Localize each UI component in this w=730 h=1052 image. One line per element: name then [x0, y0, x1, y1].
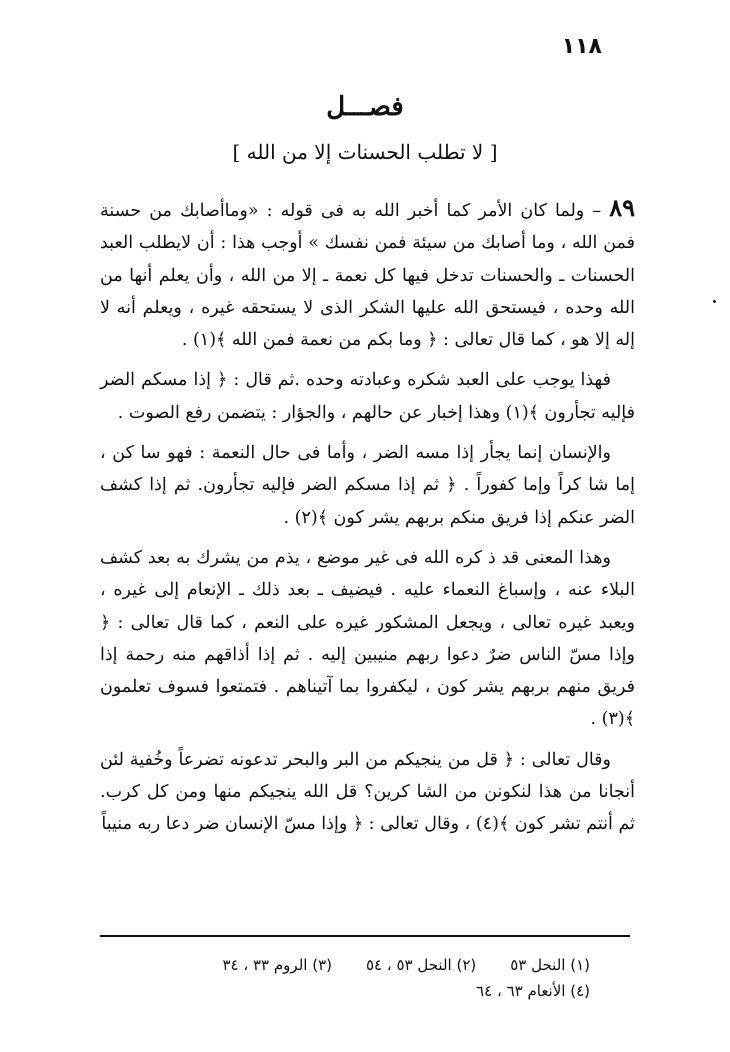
paragraph [100, 542, 635, 736]
footnote: (٣) الروم ٣٣ ، ٣٤ [222, 956, 332, 974]
paragraph-text: وقال تعالى : ﴿ قل من ينجيكم من البر والبحر تدعونه تضرعاً وخُفية لئن أنجانا من هذا لنكونن من الشا كرين؟ قل الله ينجيكم منها ومن كل كرب. ثم أنتم تشر كون ﴾(٤) ، وقال تعالى : ﴿ وإذا مسّ الإنسان ضر دعا ربه منيباً [100, 749, 635, 835]
chapter-title: فصـــل [326, 92, 404, 122]
footnote-row [170, 978, 590, 1004]
footnote: (١) النحل ٥٣ [510, 956, 590, 974]
chapter-subtitle: [ لا تطلب الحسنات إلا من الله ] [232, 140, 498, 164]
footnote: (٢) النحل ٥٣ ، ٥٤ [365, 956, 477, 974]
page-number: ١١٨ [561, 34, 602, 59]
paragraph [100, 364, 635, 429]
footnotes [170, 952, 590, 1004]
paragraph-text: والإنسان إنما يجأر إذا مسه الضر ، وأما فى حال النعمة : فهو سا كن ، إما شا كراً وإما كفوراً . ﴿ ثم إذا مسكم الضر فإليه تجأرون. ثم إذا كشف الضر عنكم إذا فريق منكم بربهم يشر كون ﴾(٢) . [100, 443, 635, 528]
margin-dot [713, 300, 716, 303]
footnote-divider [100, 935, 630, 937]
paragraph [100, 192, 635, 356]
footnote: (٤) الأنعام ٦٣ ، ٦٤ [476, 982, 590, 1000]
body-text [100, 192, 635, 849]
paragraph [100, 437, 635, 534]
paragraph-text: وهذا المعنى قد ذ كره الله فى غير موضع ، يذم من يشرك به بعد كشف البلاء عنه ، وإسباغ النعماء عليه . فيضيف ـ بعد ذلك ـ الإنعام إلى غيره ، ويعبد غيره تعالى ، ويجعل المشكور غيره على النعم ، كما قال تعالى : ﴿ وإذا مسّ الناس ضرٌ دعوا ربهم منيبين إليه . ثم إذا أذاقهم منه رحمة إذا فريق منهم بربهم يشر كون ، ليكفروا بما آتيناهم . فتمتعوا فسوف تعلمون ﴾(٣) . [100, 547, 635, 730]
footnote-row [170, 952, 590, 978]
paragraph [100, 744, 635, 841]
paragraph-number: ٨٩ [609, 193, 635, 222]
paragraph-text: فهذا يوجب على العبد شكره وعبادته وحده .ثم قال : ﴿ إذا مسكم الضر فإليه تجأرون ﴾(١) وهذا إخبار عن حالهم ، والجؤار : يتضمن رفع الصوت . [100, 370, 635, 423]
paragraph-text: – ولما كان الأمر كما أخبر الله به فى قوله : «وماأصابك من حسنة فمن الله ، وما أصابك من سيئة فمن نفسك » أوجب هذا : أن لايطلب العبد الحسنات ـ والحسنات تدخل فيها كل نعمة ـ إلا من الله ، وأن يعلم أنها من الله وحده ، فيستحق الله عليها الشكر الذى لا يستحقه غيره ، ويعلم أنه لا إله إلا هو ، كما قال تعالى : ﴿ وما بكم من نعمة فمن الله ﴾(١) . [100, 201, 635, 351]
